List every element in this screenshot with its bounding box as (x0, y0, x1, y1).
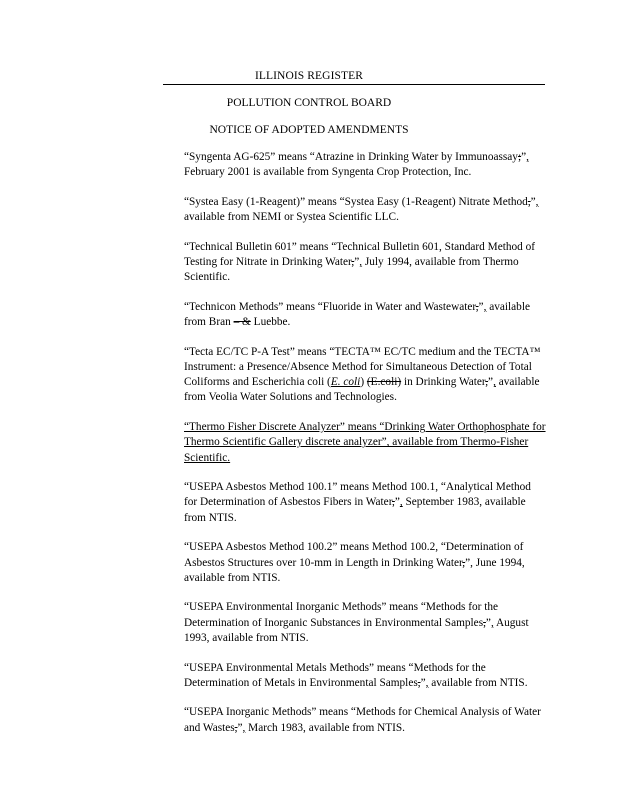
def-text: July 1994, available from Thermo Scientific. (184, 256, 519, 284)
deleted-text: , (527, 195, 531, 208)
def-text: ” (394, 496, 400, 509)
deleted-text: , (234, 721, 238, 734)
inserted-text: , (359, 256, 363, 269)
def-text: ” (478, 300, 484, 313)
def-text: ) (360, 376, 367, 389)
deleted-text: , (462, 556, 466, 569)
deleted-text: , (351, 256, 355, 269)
deleted-text: , (417, 676, 421, 689)
definition-technicon (184, 300, 546, 330)
register-title: ILLINOIS REGISTER (254, 70, 364, 82)
def-text: ” (485, 616, 491, 629)
def-text: in Drinking Water (401, 376, 486, 389)
def-text: ” (354, 256, 360, 269)
definition-syngenta (184, 150, 546, 180)
deleted-text: , (392, 496, 395, 509)
inserted-text: , (483, 300, 487, 313)
inserted-text: , (242, 721, 246, 734)
def-text: ” (488, 376, 494, 389)
def-text: “USEPA Inorganic Methods” means “Methods for Chemical Analysis of Water and Wastes (184, 706, 541, 734)
def-text: ” (465, 556, 471, 569)
def-text: available from Bran (184, 300, 530, 329)
definition-env-inorganic (184, 600, 546, 646)
def-text: “USEPA Environmental Inorganic Methods” means “Methods for the Determination of Inorganic Substances in Environmental Samples (184, 601, 499, 629)
deleted-text: , (483, 616, 486, 629)
def-text: “Technicon Methods” means “Fluoride in Water and Wastewater (184, 300, 476, 313)
def-text: “Technical Bulletin 601” means “Technical Bulletin 601, Standard Method of Testing for Nitrate in Drinking Water (184, 240, 536, 269)
definition-asbestos-100-1 (184, 480, 546, 526)
inserted-text: , (425, 676, 429, 689)
definition-inorganic-methods (184, 705, 546, 735)
inserted-text: , (490, 616, 494, 629)
inserted-text: , (399, 496, 403, 509)
def-text: March 1983, available from NTIS. (245, 721, 406, 734)
inserted-text: E. coli (330, 376, 361, 389)
definition-tecta (184, 345, 546, 406)
deleted-text: , (485, 376, 489, 389)
def-text: available from NEMI or Systea Scientific LLC. (184, 211, 399, 224)
def-text: ” (420, 676, 426, 689)
inserted-text: , (526, 151, 529, 163)
def-text: February 2001 is available from Syngenta Crop Protection, Inc. (184, 166, 472, 179)
def-text: “Syngenta AG-625” means “Atrazine in Drinking Water by Immunoassay (184, 151, 518, 163)
def-text: ” (237, 721, 243, 734)
def-text: Luebbe. (250, 316, 291, 329)
inserted-text: , (535, 195, 539, 208)
definition-asbestos-100-2 (184, 540, 546, 586)
def-text: available from Veolia Water Solutions and Technologies. (184, 376, 540, 404)
board-name: POLLUTION CONTROL BOARD (226, 97, 392, 109)
deleted-text: ; (517, 151, 522, 163)
definitions-list (184, 150, 546, 750)
deleted-text: , (475, 300, 479, 313)
def-text: August 1993, available from NTIS. (184, 616, 529, 644)
def-text: available from NTIS. (428, 676, 528, 689)
header-rule (163, 84, 545, 85)
def-text: ” (521, 151, 527, 163)
deleted-text: (E.coli) (366, 376, 402, 389)
definition-technical-bulletin (184, 240, 546, 286)
def-text: June 1994, available from NTIS. (184, 556, 525, 584)
def-text: “USEPA Asbestos Method 100.2” means Method 100.2, “Determination of Asbestos Structures over 10-mm in Length in Drinking Water (184, 541, 524, 569)
def-text: “Systea Easy (1-Reagent)” means “Systea Easy (1-Reagent) Nitrate Method (184, 195, 528, 208)
definition-thermo-fisher (184, 420, 546, 466)
definition-systea (184, 195, 546, 225)
def-text: September 1983, available from NTIS. (184, 496, 526, 524)
def-text: “Tecta EC/TC P-A Test” means “TECTA™ EC/TC medium and the TECTA™ Instrument: a Presence/Absence Method for Simultaneous Detection of Total Coliforms and Escherichia coli ( (184, 345, 541, 389)
notice-title: NOTICE OF ADOPTED AMENDMENTS (209, 124, 409, 136)
def-text: “USEPA Asbestos Method 100.1” means Method 100.1, “Analytical Method for Determination of Asbestos Fibers in Water (184, 481, 531, 509)
def-text: ” (530, 195, 536, 208)
deleted-text: – & (233, 316, 251, 329)
def-text: “USEPA Environmental Metals Methods” means “Methods for the Determination of Metals in Environmental Samples (184, 661, 486, 689)
inserted-text: , (470, 556, 473, 569)
inserted-text: “Thermo Fisher Discrete Analyzer” means “Drinking Water Orthophosphate for Thermo Scientific Gallery discrete analyzer”, available from Thermo-Fisher Scientific. (184, 421, 546, 464)
definition-env-metals (184, 661, 546, 691)
inserted-text: , (493, 376, 496, 389)
